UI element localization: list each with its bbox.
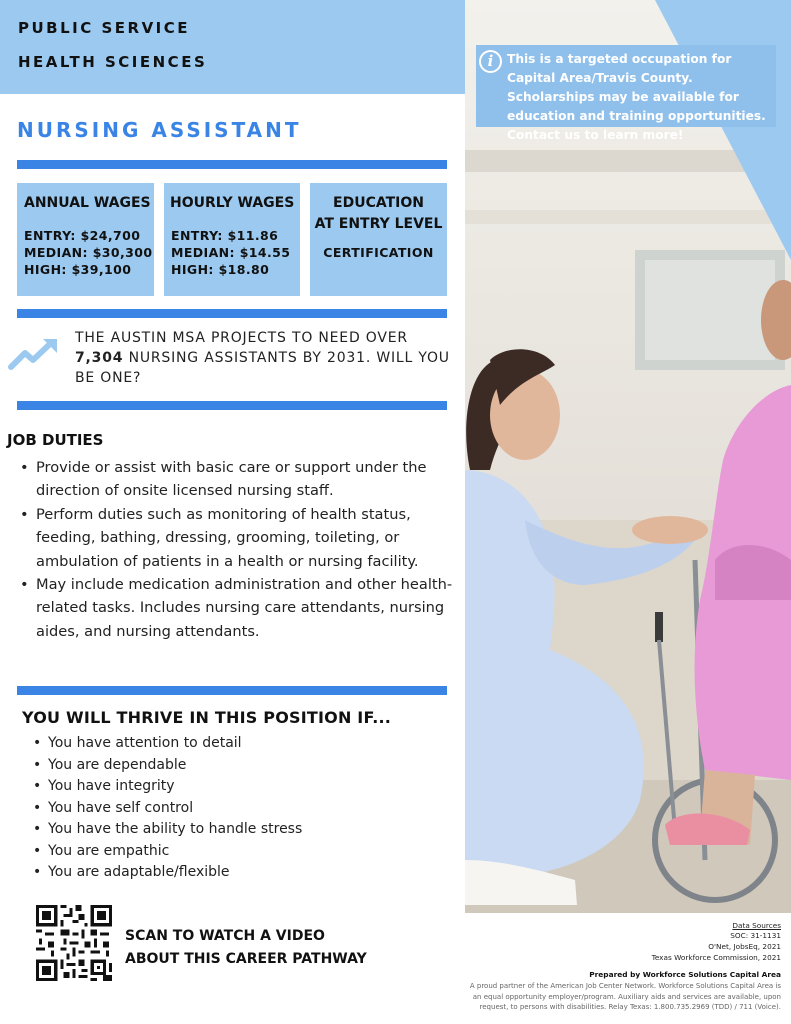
hourly-wages-heading: HOURLY WAGES [170,195,295,211]
partner-line: A proud partner of the American Job Center Network. Workforce Solutions Capital Area is [469,982,781,990]
list-item: • Provide or assist with basic care or support under the direction of onsite licensed nursing staff. [17,456,457,503]
list-item: • You are adaptable/flexible [32,862,302,884]
info-icon: i [479,50,502,73]
divider [17,401,447,410]
divider [17,160,447,169]
list-item: • You are empathic [32,841,302,863]
education-value: CERTIFICATION [323,245,434,260]
hourly-median: MEDIAN: $14.55 [171,245,291,260]
list-item: • You have self control [32,798,302,820]
projection-text [75,328,455,388]
divider [17,309,447,318]
scan-line-2: ABOUT THIS CAREER PATHWAY [125,951,367,967]
list-item: • You have integrity [32,776,302,798]
partner-notice [441,981,781,1013]
list-item: • You have attention to detail [32,733,302,755]
header-band [0,0,465,94]
list-item: • You are dependable [32,755,302,777]
category-public-service: PUBLIC SERVICE [18,19,191,37]
annual-high: HIGH: $39,100 [24,262,132,277]
category-health-sciences: HEALTH SCIENCES [18,53,208,71]
partner-line: request, to persons with disabilities. Relay Texas: 1.800.735.2969 (TDD) / 711 (Voice). [479,1003,781,1011]
hourly-wages-box [164,183,300,296]
thrive-heading: YOU WILL THRIVE IN THIS POSITION IF... [22,708,392,727]
scan-line-1: SCAN TO WATCH A VIDEO [125,928,325,944]
source-twc: Texas Workforce Commission, 2021 [651,953,781,962]
education-heading-line1: EDUCATION [333,195,424,211]
list-item: • You have the ability to handle stress [32,819,302,841]
hourly-entry: ENTRY: $11.86 [171,228,279,243]
divider [17,686,447,695]
projection-text-after: NURSING ASSISTANTS BY 2031. WILL YOU BE ONE? [75,350,450,386]
education-box [310,183,447,296]
source-onet: O'Net, JobsEq, 2021 [708,942,781,951]
projection-text-before: THE AUSTIN MSA PROJECTS TO NEED OVER [75,330,408,346]
thrive-list [32,733,302,884]
page-title: NURSING ASSISTANT [17,118,302,142]
hourly-high: HIGH: $18.80 [171,262,270,277]
job-duties-list [17,456,457,643]
annual-entry: ENTRY: $24,700 [24,228,141,243]
partner-line: an equal opportunity employer/program. Auxiliary aids and services are available, upon [472,992,781,1001]
trend-up-icon [7,337,59,371]
prepared-by: Prepared by Workforce Solutions Capital Area [589,970,781,979]
annual-wages-heading: ANNUAL WAGES [24,195,151,211]
list-item: • Perform duties such as monitoring of health status, feeding, bathing, dressing, grooming, toileting, or ambulation of patients in a health or nursing facility. [17,503,457,573]
projection-number: 7,304 [75,350,124,366]
annual-median: MEDIAN: $30,300 [24,245,153,260]
info-text: This is a targeted occupation for Capital Area/Travis County. Scholarships may be available for education and training opportunities. Contact us to learn more! [507,52,766,142]
qr-code[interactable] [36,905,112,981]
job-duties-heading: JOB DUTIES [7,431,104,449]
source-soc: SOC: 31-1131 [730,931,781,940]
list-item: • May include medication administration and other health-related tasks. Includes nursing care attendants, nursing aides, and nursing attendants. [17,573,457,643]
annual-wages-box [17,183,154,296]
education-heading-line2: AT ENTRY LEVEL [314,216,443,232]
data-sources-title[interactable]: Data Sources [732,921,781,930]
